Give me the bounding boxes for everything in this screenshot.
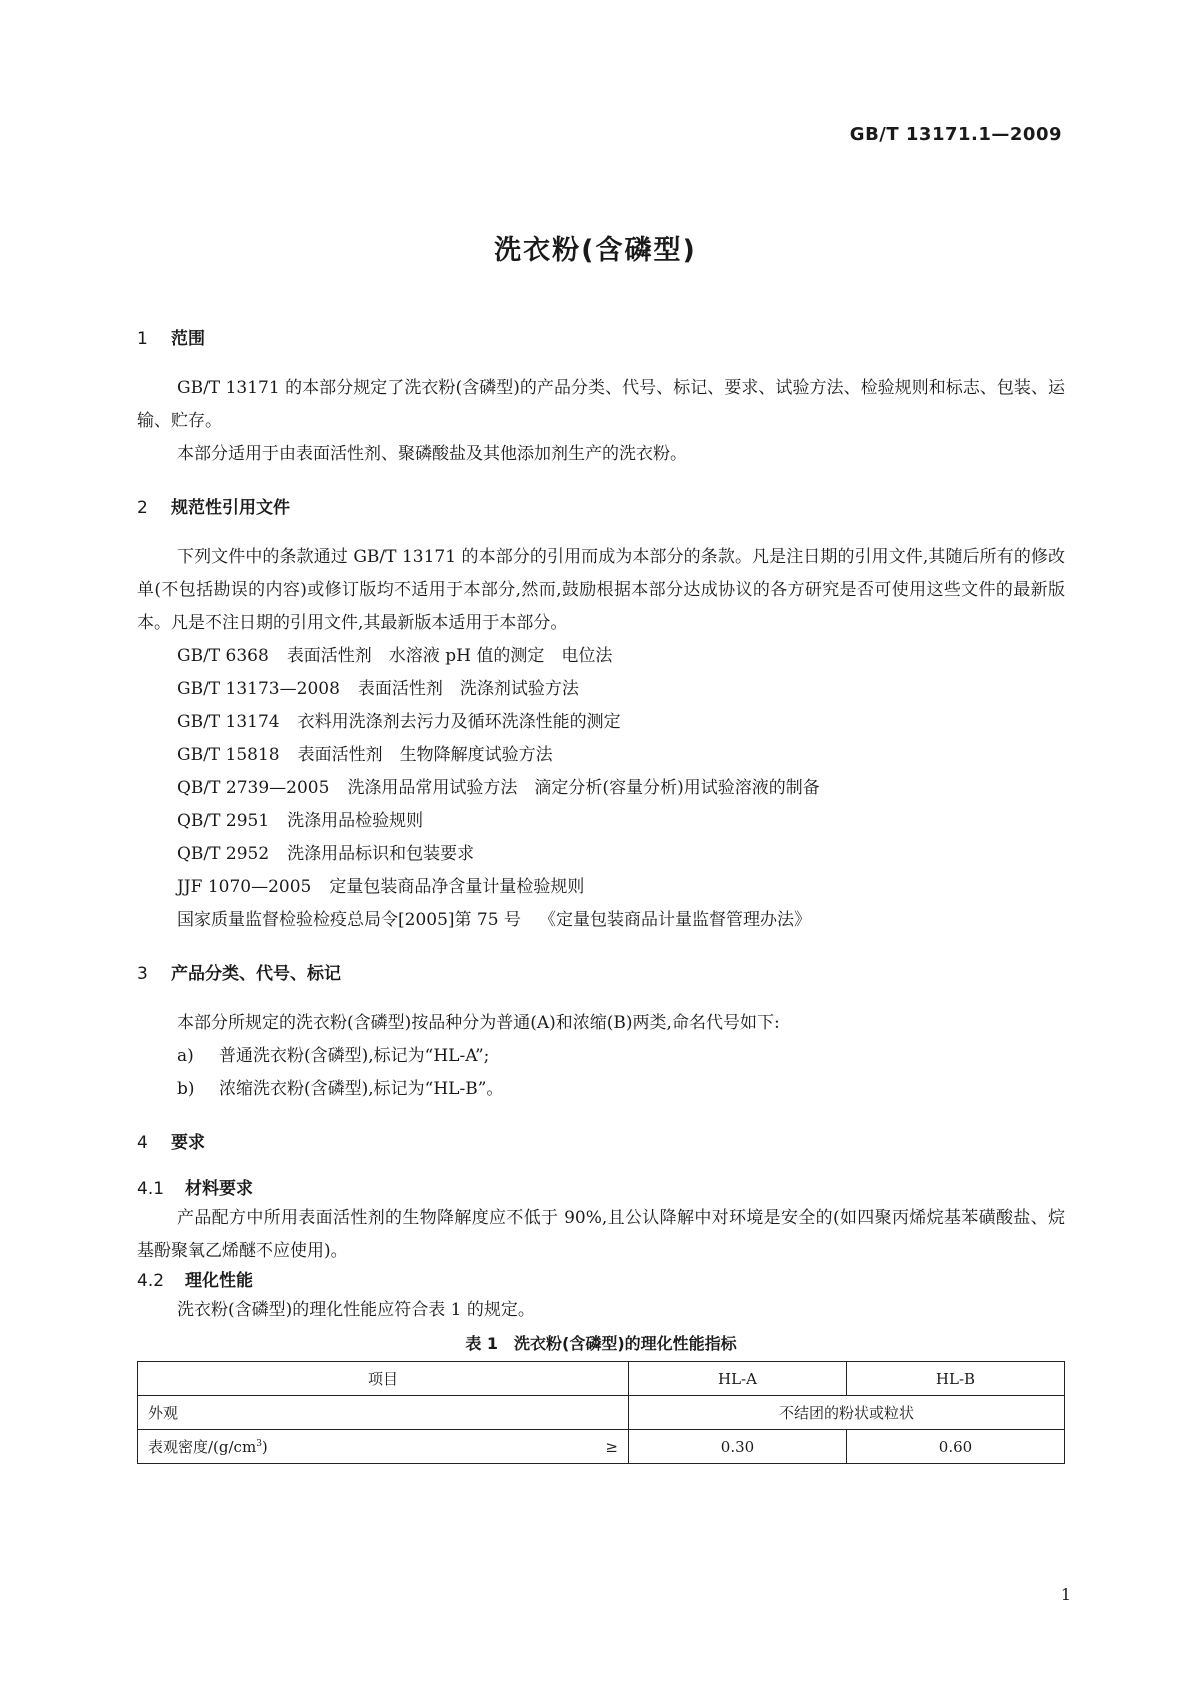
table-row bbox=[138, 1396, 1065, 1430]
section-2-heading bbox=[137, 495, 1065, 521]
section-1-heading bbox=[137, 326, 1065, 352]
paragraph: 产品配方中所用表面活性剂的生物降解度应不低于 90%,且公认降解中对环境是安全的(如四聚丙烯烷基苯磺酸盐、烷基酚聚氧乙烯醚不应使用)。 bbox=[137, 1208, 1065, 1261]
reference-code: QB/T 2739—2005 bbox=[177, 778, 330, 798]
paragraph: 本部分适用于由表面活性剂、聚磷酸盐及其他添加剂生产的洗衣粉。 bbox=[177, 444, 687, 464]
properties-table bbox=[137, 1361, 1065, 1464]
header-cell: 项目 bbox=[138, 1362, 629, 1396]
reference-item bbox=[137, 904, 1065, 937]
reference-title: 《定量包装商品计量监督管理办法》 bbox=[538, 910, 811, 930]
reference-title: 表面活性剂 洗涤剂试验方法 bbox=[357, 679, 579, 699]
section-number: 1 bbox=[137, 329, 148, 349]
reference-item bbox=[137, 706, 1065, 739]
reference-item bbox=[137, 640, 1065, 673]
section-title: 材料要求 bbox=[185, 1179, 253, 1199]
section-number: 4.1 bbox=[137, 1179, 165, 1199]
reference-item bbox=[137, 871, 1065, 904]
reference-title: 表面活性剂 生物降解度试验方法 bbox=[297, 745, 553, 765]
list-text: 浓缩洗衣粉(含磷型),标记为“HL-B”。 bbox=[219, 1079, 504, 1099]
section-title: 范围 bbox=[171, 329, 205, 349]
reference-item bbox=[137, 739, 1065, 772]
row-value: 不结团的粉状或粒状 bbox=[629, 1396, 1065, 1430]
reference-title: 洗涤用品标识和包装要求 bbox=[287, 844, 475, 864]
list-label: a) bbox=[177, 1046, 194, 1066]
section-title: 产品分类、代号、标记 bbox=[171, 964, 341, 984]
list-label: b) bbox=[177, 1079, 195, 1099]
reference-item bbox=[137, 838, 1065, 871]
reference-code: QB/T 2951 bbox=[177, 811, 270, 831]
table-row bbox=[138, 1430, 1065, 1464]
reference-code: GB/T 15818 bbox=[177, 745, 280, 765]
section-4-heading bbox=[137, 1130, 1065, 1156]
section-4-2-heading bbox=[137, 1268, 1065, 1294]
reference-code: GB/T 6368 bbox=[177, 646, 269, 666]
reference-title: 表面活性剂 水溶液 pH 值的测定 电位法 bbox=[286, 646, 613, 666]
list-item bbox=[137, 1040, 1065, 1073]
list-text: 普通洗衣粉(含磷型),标记为“HL-A”; bbox=[219, 1046, 490, 1066]
row-value-b: 0.60 bbox=[847, 1430, 1065, 1464]
row-value-a: 0.30 bbox=[629, 1430, 847, 1464]
row-label: 外观 bbox=[138, 1396, 629, 1430]
reference-title: 洗涤用品常用试验方法 滴定分析(容量分析)用试验溶液的制备 bbox=[347, 778, 820, 798]
table-header-row bbox=[138, 1362, 1065, 1396]
section-title: 规范性引用文件 bbox=[171, 498, 290, 518]
standard-code: GB/T 13171.1—2009 bbox=[849, 124, 1062, 145]
paragraph: 洗衣粉(含磷型)的理化性能应符合表 1 的规定。 bbox=[177, 1300, 535, 1320]
header-cell: HL-A bbox=[629, 1362, 847, 1396]
list-item bbox=[137, 1073, 1065, 1106]
reference-code: GB/T 13173—2008 bbox=[177, 679, 340, 699]
section-title: 要求 bbox=[171, 1133, 205, 1153]
reference-code: JJF 1070—2005 bbox=[177, 877, 312, 897]
section-number: 3 bbox=[137, 964, 148, 984]
page-number: 1 bbox=[1060, 1585, 1071, 1604]
reference-code: 国家质量监督检验检疫总局令[2005]第 75 号 bbox=[177, 910, 521, 930]
header-cell: HL-B bbox=[847, 1362, 1065, 1396]
comparison-operator: ≥ bbox=[588, 1430, 629, 1464]
section-3-heading bbox=[137, 961, 1065, 987]
document-body bbox=[137, 326, 1065, 1464]
section-4-1-heading bbox=[137, 1176, 1065, 1202]
section-number: 4.2 bbox=[137, 1271, 165, 1291]
reference-title: 衣料用洗涤剂去污力及循环洗涤性能的测定 bbox=[297, 712, 621, 732]
paragraph: GB/T 13171 的本部分规定了洗衣粉(含磷型)的产品分类、代号、标记、要求、试验方法、检验规则和标志、包装、运输、贮存。 bbox=[137, 378, 1065, 431]
section-number: 2 bbox=[137, 498, 148, 518]
paragraph: 下列文件中的条款通过 GB/T 13171 的本部分的引用而成为本部分的条款。凡是注日期的引用文件,其随后所有的修改单(不包括勘误的内容)或修订版均不适用于本部分,然而,鼓励根据本部分达成协议的各方研究是否可使用这些文件的最新版本。凡是不注日期的引用文件,其最新版本适用于本部分。 bbox=[137, 547, 1065, 633]
reference-title: 定量包装商品净含量计量检验规则 bbox=[329, 877, 585, 897]
document-title: 洗衣粉(含磷型) bbox=[494, 235, 697, 266]
row-label: 表观密度$/(g/cm^3)$ bbox=[138, 1430, 589, 1464]
reference-code: GB/T 13174 bbox=[177, 712, 280, 732]
table-caption: 表 1 洗衣粉(含磷型)的理化性能指标 bbox=[465, 1334, 737, 1353]
section-number: 4 bbox=[137, 1133, 148, 1153]
reference-title: 洗涤用品检验规则 bbox=[287, 811, 424, 831]
reference-item bbox=[137, 673, 1065, 706]
reference-item bbox=[137, 805, 1065, 838]
section-title: 理化性能 bbox=[185, 1271, 253, 1291]
reference-code: QB/T 2952 bbox=[177, 844, 270, 864]
paragraph: 本部分所规定的洗衣粉(含磷型)按品种分为普通(A)和浓缩(B)两类,命名代号如下: bbox=[177, 1013, 780, 1033]
reference-item bbox=[137, 772, 1065, 805]
